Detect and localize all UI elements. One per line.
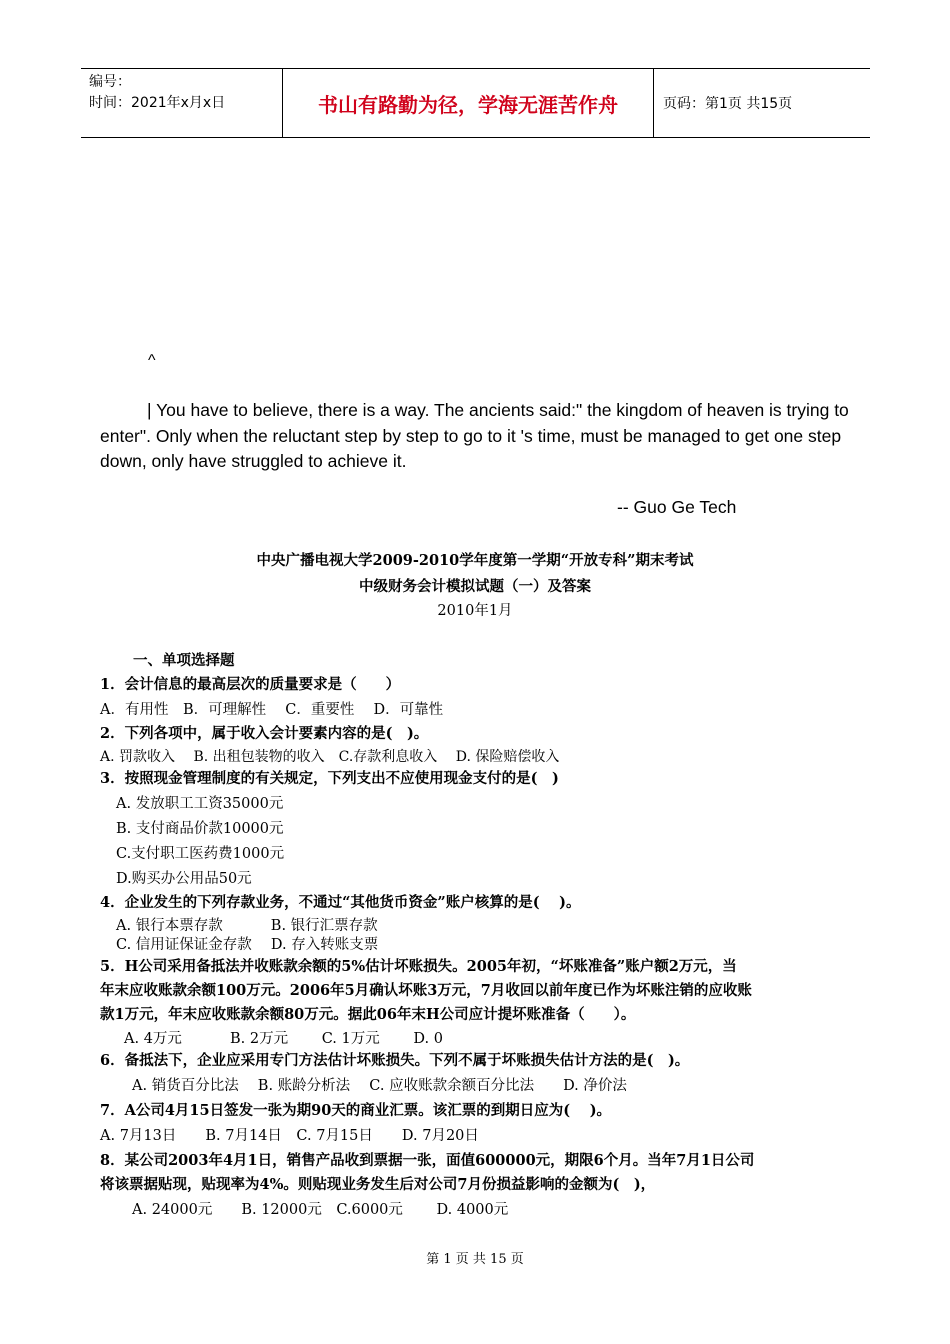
- option-3d: D.购买办公用品50元: [116, 871, 252, 887]
- options-7: A. 7月13日 B. 7月14日 C. 7月15日 D. 7月20日: [100, 1128, 479, 1144]
- question-7: 7．A公司4月15日签发一张为期90天的商业汇票。该汇票的到期日应为( )。: [100, 1102, 612, 1119]
- exam-date: 2010年1月: [437, 603, 513, 619]
- question-8-line1: 8．某公司2003年4月1日，销售产品收到票据一张，面值600000元，期限6个月。当年7月1日公司: [100, 1152, 755, 1169]
- option-3c: C.支付职工医药费1000元: [116, 846, 285, 862]
- options-1: A．有用性 B．可理解性 C．重要性 D．可靠性: [100, 702, 444, 718]
- question-4: 4．企业发生的下列存款业务，不通过“其他货币资金”账户核算的是( )。: [100, 894, 581, 911]
- options-8: A. 24000元 B. 12000元 C.6000元 D. 4000元: [132, 1202, 509, 1218]
- caret-mark: ^: [148, 352, 156, 369]
- header-motto: 书山有路勤为径，学海无涯苦作舟: [318, 92, 618, 117]
- options-2: A. 罚款收入 B. 出租包装物的收入 C.存款利息收入 D. 保险赔偿收入: [100, 749, 560, 765]
- quote-signature: -- Guo Ge Tech: [617, 497, 737, 517]
- header-time: 时间：2021年x月x日: [89, 95, 226, 111]
- header-page-info: 页码：第1页 共15页: [663, 96, 793, 112]
- document-header: [81, 68, 870, 138]
- option-3b: B. 支付商品价款10000元: [116, 821, 284, 837]
- question-3: 3．按照现金管理制度的有关规定，下列支出不应使用现金支付的是( ): [100, 770, 559, 787]
- question-5-line1: 5．H公司采用备抵法并收账款余额的5%估计坏账损失。2005年初，“坏账准备”账户额2万元，当: [100, 958, 737, 975]
- exam-subtitle: 中级财务会计模拟试题（一）及答案: [359, 578, 591, 595]
- question-6: 6．备抵法下，企业应采用专门方法估计坏账损失。下列不属于坏账损失估计方法的是( )。: [100, 1052, 690, 1069]
- header-meta: [89, 72, 225, 114]
- header-divider: [653, 69, 654, 137]
- quote-text: | You have to believe, there is a way. The ancients said:" the kingdom of heaven is trying to enter". Only when the reluctant step by step to go to it 's time, must be managed to get one step down, only have struggled to achieve it.: [100, 400, 849, 471]
- options-6: A. 销货百分比法 B. 账龄分析法 C. 应收账款余额百分比法 D. 净价法: [132, 1078, 627, 1094]
- options-4b: C. 信用证保证金存款 D. 存入转账支票: [116, 937, 379, 953]
- options-4a: A. 银行本票存款 B. 银行汇票存款: [116, 918, 378, 934]
- options-5: A. 4万元 B. 2万元 C. 1万元 D. 0: [124, 1031, 443, 1047]
- question-5-line3: 款1万元，年末应收账款余额80万元。据此06年末H公司应计提坏账准备（ ）。: [100, 1006, 636, 1023]
- option-3a: A. 发放职工工资35000元: [116, 796, 284, 812]
- question-2: 2．下列各项中，属于收入会计要素内容的是( )。: [100, 725, 429, 742]
- question-5-line2: 年末应收账款余额100万元。2006年5月确认坏账3万元，7月收回以前年度已作为坏账注销的应收账: [100, 982, 752, 999]
- page-footer: 第 1 页 共 15 页: [426, 1252, 524, 1267]
- question-1: 1．会计信息的最高层次的质量要求是（ ）: [100, 676, 401, 693]
- section-heading: 一、单项选择题: [133, 652, 235, 669]
- exam-title: 中央广播电视大学2009-2010学年度第一学期“开放专科”期末考试: [256, 552, 694, 569]
- question-8-line2: 将该票据贴现，贴现率为4%。则贴现业务发生后对公司7月份损益影响的金额为( )，: [100, 1176, 656, 1193]
- header-number: 编号：: [89, 74, 131, 90]
